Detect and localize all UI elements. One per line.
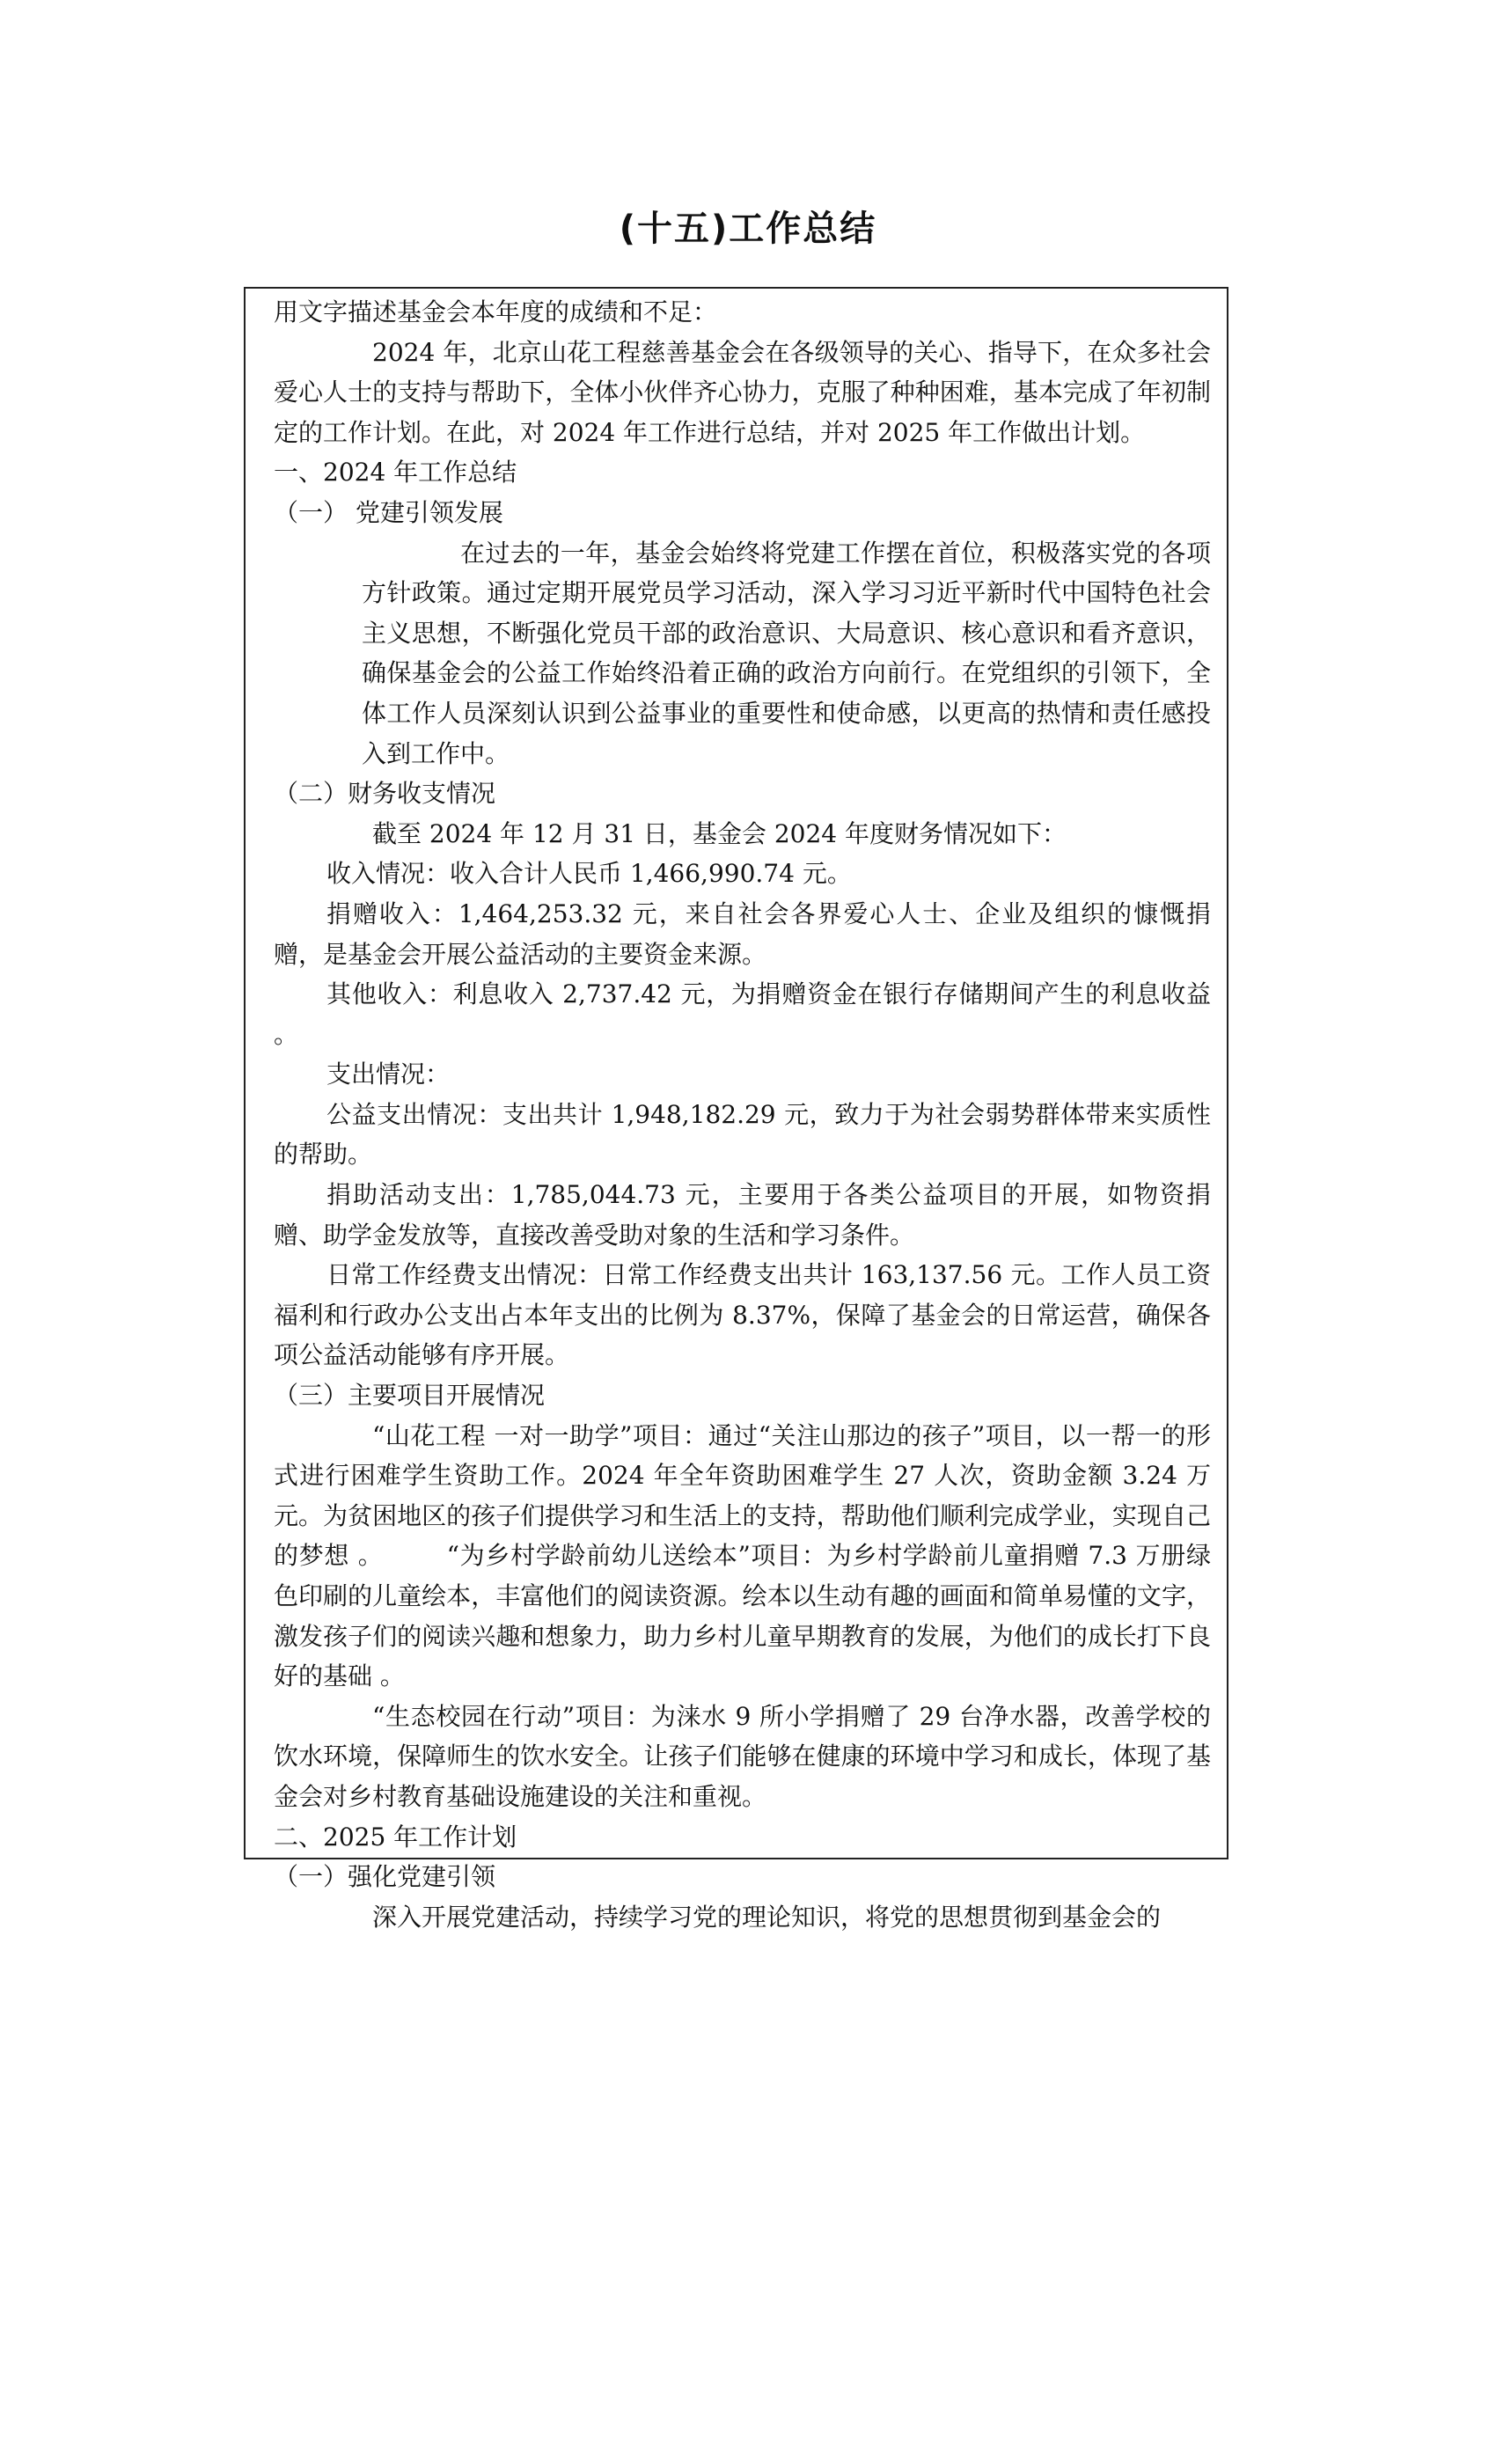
finance-income: 收入情况：收入合计人民币 1,466,990.74 元。 xyxy=(326,859,852,889)
party-paragraph: 在过去的一年，基金会始终将党建工作摆在首位，积极落实党的各项方针政策。通过定期开展党员学习活动，深入学习习近平新时代中国特色社会主义思想，不断强化党员干部的政治意识、大局意识、核心意识和看齐意识，确保基金会的公益工作始终沿着正确的政治方向前行。在党组织的引领下，全体工作人员深刻认识到公益事业的重要性和使命感，以更高的热情和责任感投入到工作中。 xyxy=(362,538,1211,768)
opening-paragraph: 2024 年，北京山花工程慈善基金会在各级领导的关心、指导下，在众多社会爱心人士的支持与帮助下，全体小伙伴齐心协力，克服了种种困难，基本完成了年初制定的工作计划。在此，对 2024 年工作进行总结，并对 2025 年工作做出计划。 xyxy=(274,337,1211,447)
finance-charity-expense: 公益支出情况：支出共计 1,948,182.29 元，致力于为社会弱势群体带来实质性的帮助。 xyxy=(274,1099,1211,1170)
projects-paragraph-2: “生态校园在行动”项目：为涞水 9 所小学捐赠了 29 台净水器，改善学校的饮水环境，保障师生的饮水安全。让孩子们能够在健康的环境中学习和成长，体现了基金会对乡村教育基础设施建设的关注和重视。 xyxy=(274,1701,1211,1811)
projects-heading: （三）主要项目开展情况 xyxy=(274,1381,546,1411)
plan-party-heading: （一）强化党建引领 xyxy=(274,1862,496,1892)
section2-heading: 二、2025 年工作计划 xyxy=(274,1822,517,1852)
party-block xyxy=(274,533,1211,774)
finance-other-income: 其他收入：利息收入 2,737.42 元，为捐赠资金在银行存储期间产生的利息收益 。 xyxy=(274,979,1211,1049)
work-summary-box xyxy=(244,287,1228,1932)
section1-heading: 一、2024 年工作总结 xyxy=(274,458,517,488)
finance-date: 截至 2024 年 12 月 31 日，基金会 2024 年度财务情况如下： xyxy=(372,818,1067,848)
finance-heading: （二）财务收支情况 xyxy=(274,779,496,809)
finance-donation: 捐赠收入：1,464,253.32 元，来自社会各界爱心人士、企业及组织的慷慨捐赠，是基金会开展公益活动的主要资金来源。 xyxy=(274,898,1211,969)
plan-party-paragraph: 深入开展党建活动，持续学习党的理论知识，将党的思想贯彻到基金会的 xyxy=(372,1902,1162,1932)
finance-daily-expense: 日常工作经费支出情况：日常工作经费支出共计 163,137.56 元。工作人员工资福利和行政办公支出占本年支出的比例为 8.37%，保障了基金会的日常运营，确保各项公益活动能够有序开展。 xyxy=(274,1260,1211,1370)
page-title: (十五)工作总结 xyxy=(619,209,877,249)
party-heading: （一） 党建引领发展 xyxy=(274,497,503,527)
finance-activity-expense: 捐助活动支出：1,785,044.73 元，主要用于各类公益项目的开展，如物资捐赠、助学金发放等，直接改善受助对象的生活和学习条件。 xyxy=(274,1180,1211,1250)
intro-label: 用文字描述基金会本年度的成绩和不足： xyxy=(274,297,718,326)
finance-expense-label: 支出情况： xyxy=(326,1060,451,1089)
projects-paragraph-1: “山花工程 一对一助学”项目：通过“关注山那边的孩子”项目，以一帮一的形式进行困难学生资助工作。2024 年全年资助困难学生 27 人次，资助金额 3.24 万元。为贫困地区的孩子们提供学习和生活上的支持，帮助他们顺利完成学业，实现自己的梦想 。 “为乡村学龄前幼儿送绘本”项目：为乡村学龄前儿童捐赠 7.3 万册绿色印刷的儿童绘本，丰富他们的阅读资源。绘本以生动有趣的画面和简单易懂的文字，激发孩子们的阅读兴趣和想象力，助力乡村儿童早期教育的发展，为他们的成长打下良好的基础 。 xyxy=(274,1420,1211,1691)
